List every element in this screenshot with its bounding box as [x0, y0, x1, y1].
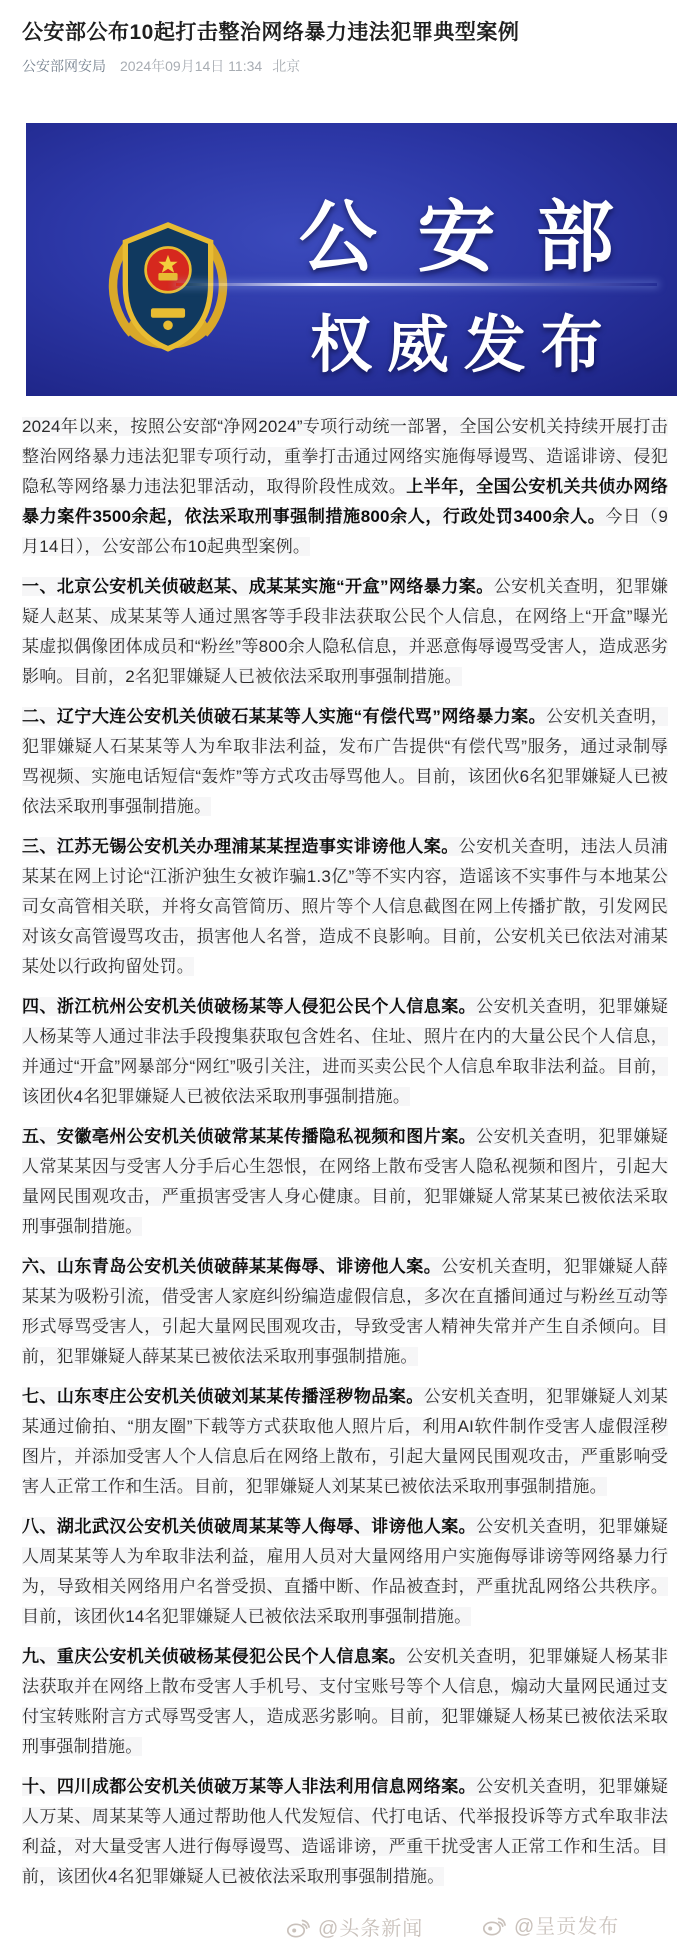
case-paragraph-6 [22, 1252, 668, 1372]
case-heading: 一、北京公安机关侦破赵某、成某某实施“开盒”网络暴力案。 [22, 577, 494, 596]
case-body: 公安机关查明，犯罪嫌疑人万某、周某某等人通过帮助他人代发短信、代打电话、代举报投诉等方式牟取非法利益，对大量受害人进行侮辱谩骂、造谣诽谤，严重干扰受害人正常工作和生活。目前，该团伙4名犯罪嫌疑人已被依法采取刑事强制措施。 [22, 1777, 669, 1886]
publish-date: 2024年09月14日 11:34 [120, 58, 263, 74]
case-heading: 十、四川成都公安机关侦破万某等人非法利用信息网络案。 [22, 1777, 477, 1796]
case-paragraph-4 [22, 992, 668, 1112]
intro-text-2: 今日（9月14日），公安部公布10起典型案例。 [22, 507, 668, 556]
weibo-icon [286, 1915, 312, 1939]
source-account-link[interactable]: 公安部网安局 [22, 58, 106, 74]
case-heading: 四、浙江杭州公安机关侦破杨某等人侵犯公民个人信息案。 [22, 997, 477, 1016]
banner-subtitle: 权威发布 [310, 308, 618, 381]
case-heading: 七、山东枣庄公安机关侦破刘某某传播淫秽物品案。 [22, 1387, 424, 1406]
case-body: 公安机关查明，违法人员浦某某在网上讨论“江浙沪独生女被诈骗1.3亿”等不实内容，造谣该不实事件与本地某公司女高管相关联，并将女高管简历、照片等个人信息截图在网上传播扩散，引发网民对该女高管谩骂攻击，损害他人名誉，造成不良影响。目前，公安机关已依法对浦某某处以行政拘留处罚。 [22, 837, 669, 976]
watermark-label: @头条新闻 [318, 1918, 424, 1940]
byline [22, 56, 668, 76]
publish-location: 北京 [272, 58, 301, 74]
case-paragraph-10 [22, 1772, 668, 1892]
case-heading: 二、辽宁大连公安机关侦破石某某等人实施“有偿代骂”网络暴力案。 [22, 707, 547, 726]
intro-paragraph [22, 412, 668, 562]
watermark-label: @呈贡发布 [514, 1916, 620, 1938]
case-body: 公安机关查明，犯罪嫌疑人石某某等人为牟取非法利益，发布广告提供“有偿代骂”服务，通过录制辱骂视频、实施电话短信“轰炸”等方式攻击辱骂他人。目前，该团伙6名犯罪嫌疑人已被依法采取刑事强制措施。 [22, 707, 669, 816]
case-body: 公安机关查明，犯罪嫌疑人刘某某通过偷拍、“朋友圈”下载等方式获取他人照片后，利用AI软件制作受害人虚假淫秽图片，并添加受害人个人信息后在网络上散布，引起大量网民围观攻击，严重影响受害人正常工作和生活。目前，犯罪嫌疑人刘某某已被依法采取刑事强制措施。 [22, 1387, 668, 1496]
case-heading: 六、山东青岛公安机关侦破薛某某侮辱、诽谤他人案。 [22, 1257, 442, 1276]
article-body [22, 412, 668, 1902]
case-paragraph-3 [22, 832, 668, 982]
police-badge-icon [104, 213, 232, 365]
case-heading: 八、湖北武汉公安机关侦破周某某等人侮辱、诽谤他人案。 [22, 1517, 477, 1536]
case-body: 公安机关查明，犯罪嫌疑人薛某某为吸粉引流，借受害人家庭纠纷编造虚假信息，多次在直播间通过与粉丝互动等形式辱骂受害人，引起大量网民围观攻击，导致受害人精神失常并产生自杀倾向。目前，犯罪嫌疑人薛某某已被依法采取刑事强制措施。 [22, 1257, 668, 1366]
intro-text: 2024年以来，按照公安部“净网2024”专项行动统一部署，全国公安机关持续开展打击整治网络暴力违法犯罪专项行动，重拳打击通过网络实施侮辱谩骂、造谣诽谤、侵犯隐私等网络暴力违法犯罪活动，取得阶段性成效。 [22, 417, 668, 496]
case-heading: 三、江苏无锡公安机关办理浦某某捏造事实诽谤他人案。 [22, 837, 459, 856]
case-paragraph-1 [22, 572, 668, 692]
page-title: 公安部公布10起打击整治网络暴力违法犯罪典型案例 [22, 21, 520, 44]
watermark-toutiao [286, 1912, 423, 1941]
banner-divider [176, 283, 657, 286]
case-paragraph-7 [22, 1382, 668, 1502]
intro-highlight-text: 上半年，全国公安机关共侦办网络暴力案件3500余起，依法采取刑事强制措施800余人，行政处罚3400余人。 [22, 477, 668, 526]
banner-title: 公安部 [298, 193, 655, 283]
case-paragraph-5 [22, 1122, 668, 1242]
case-heading: 五、安徽亳州公安机关侦破常某某传播隐私视频和图片案。 [22, 1127, 477, 1146]
case-body: 公安机关查明，犯罪嫌疑人周某某等人为牟取非法利益，雇用人员对大量网络用户实施侮辱诽谤等网络暴力行为，导致相关网络用户名誉受损、直播中断、作品被查封，严重扰乱网络公共秩序。目前，该团伙14名犯罪嫌疑人已被依法采取刑事强制措施。 [22, 1517, 669, 1626]
case-paragraph-8 [22, 1512, 668, 1632]
case-body: 公安机关查明，犯罪嫌疑人常某某因与受害人分手后心生怨恨，在网络上散布受害人隐私视频和图片，引起大量网民围观攻击，严重损害受害人身心健康。目前，犯罪嫌疑人常某某已被依法采取刑事强制措施。 [22, 1127, 669, 1236]
case-paragraph-2 [22, 702, 668, 822]
case-heading: 九、重庆公安机关侦破杨某侵犯公民个人信息案。 [22, 1647, 407, 1666]
case-body: 公安机关查明，犯罪嫌疑人赵某、成某某等人通过黑客等手段非法获取公民个人信息，在网络上“开盒”曝光某虚拟偶像团体成员和“粉丝”等800余人隐私信息，并恶意侮辱谩骂受害人，造成恶劣影响。目前，2名犯罪嫌疑人已被依法采取刑事强制措施。 [22, 577, 669, 686]
watermark-chenggong [482, 1910, 619, 1939]
banner-image[interactable] [26, 123, 677, 396]
weibo-icon [482, 1913, 508, 1937]
case-paragraph-9 [22, 1642, 668, 1762]
case-body: 公安机关查明，犯罪嫌疑人杨某非法获取并在网络上散布受害人手机号、支付宝账号等个人信息，煽动大量网民通过支付宝转账附言方式辱骂受害人，造成恶劣影响。目前，犯罪嫌疑人杨某已被依法采取刑事强制措施。 [22, 1647, 668, 1756]
case-body: 公安机关查明，犯罪嫌疑人杨某等人通过非法手段搜集获取包含姓名、住址、照片在内的大量公民个人信息，并通过“开盒”网暴部分“网红”吸引关注，进而买卖公民个人信息牟取非法利益。目前，该团伙4名犯罪嫌疑人已被依法采取刑事强制措施。 [22, 997, 669, 1106]
